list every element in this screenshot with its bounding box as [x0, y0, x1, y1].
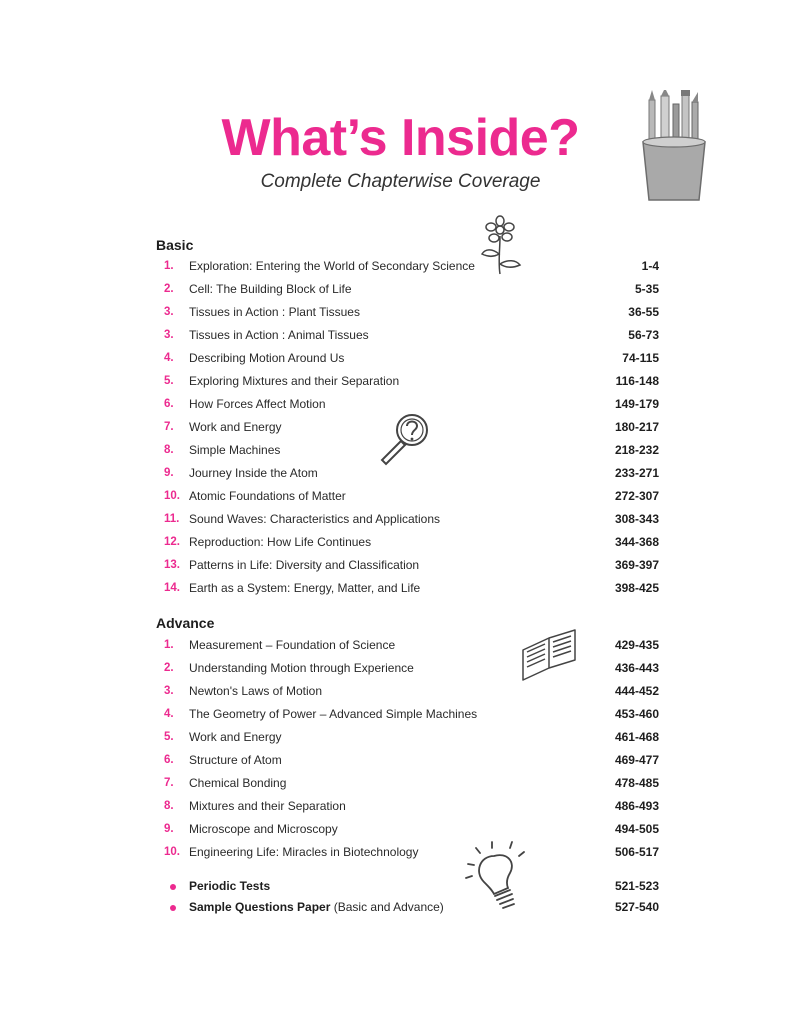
pencil-cup-icon [635, 90, 715, 205]
extra-row [0, 875, 801, 896]
chapter-pages: 369-397 [614, 558, 659, 572]
chapter-title: Measurement – Foundation of Science [189, 638, 396, 652]
chapter-pages: 453-460 [614, 707, 659, 721]
flower-icon [478, 214, 526, 276]
chapter-number: 10. [164, 490, 180, 502]
chapter-pages: 486-493 [614, 799, 659, 813]
chapter-title: Journey Inside the Atom [189, 466, 318, 480]
advance-chapter-row [0, 749, 801, 772]
chapter-title: How Forces Affect Motion [189, 397, 326, 411]
chapter-title: Earth as a System: Energy, Matter, and Life [189, 581, 421, 595]
light-bulb-icon [462, 838, 538, 914]
chapter-title: Patterns in Life: Diversity and Classification [189, 558, 420, 572]
chapter-pages: 233-271 [614, 466, 659, 480]
chapter-pages: 344-368 [614, 535, 659, 549]
chapter-title: Structure of Atom [189, 753, 282, 767]
chapter-number: 9. [164, 467, 174, 479]
basic-chapter-row [0, 324, 801, 347]
chapter-title: Work and Energy [189, 420, 282, 434]
basic-chapter-row [0, 301, 801, 324]
chapter-title: Newton's Laws of Motion [189, 684, 323, 698]
advance-chapter-row [0, 680, 801, 703]
basic-chapter-row [0, 508, 801, 531]
chapter-title: Work and Energy [189, 730, 282, 744]
chapter-number: 3. [164, 685, 174, 697]
chapter-pages: 36-55 [628, 305, 659, 319]
page-subtitle: Complete Chapterwise Coverage [260, 171, 541, 192]
advance-chapter-row [0, 726, 801, 749]
chapter-title: Sound Waves: Characteristics and Applications [189, 512, 441, 526]
chapter-pages: 1-4 [641, 259, 659, 273]
extra-title [189, 896, 444, 919]
chapter-pages: 180-217 [614, 420, 659, 434]
chapter-number: 2. [164, 662, 174, 674]
chapter-number: 7. [164, 777, 174, 789]
magnifier-question-icon [376, 410, 436, 470]
chapter-pages: 444-452 [614, 684, 659, 698]
chapter-title: Simple Machines [189, 443, 281, 457]
chapter-number: 1. [164, 639, 174, 651]
chapter-pages: 436-443 [614, 661, 659, 675]
chapter-title: Mixtures and their Separation [189, 799, 346, 813]
extra-pages: 527-540 [614, 900, 659, 914]
chapter-title: The Geometry of Power – Advanced Simple Machines [189, 707, 478, 721]
chapter-title: Chemical Bonding [189, 776, 287, 790]
extra-pages: 521-523 [614, 879, 659, 893]
chapter-pages: 218-232 [614, 443, 659, 457]
chapter-number: 1. [164, 260, 174, 272]
chapter-pages: 149-179 [614, 397, 659, 411]
chapter-number: 6. [164, 398, 174, 410]
chapter-title: Reproduction: How Life Continues [189, 535, 372, 549]
chapter-pages: 272-307 [614, 489, 659, 503]
chapter-number: 4. [164, 352, 174, 364]
chapter-pages: 494-505 [614, 822, 659, 836]
advance-chapter-row [0, 772, 801, 795]
chapter-title: Tissues in Action : Plant Tissues [189, 305, 360, 319]
chapter-number: 8. [164, 800, 174, 812]
basic-chapter-row [0, 255, 801, 278]
chapter-pages: 308-343 [614, 512, 659, 526]
bullet-icon [170, 884, 176, 890]
advance-chapter-row [0, 795, 801, 818]
advance-chapter-list [0, 634, 801, 864]
extra-row [0, 896, 801, 919]
chapter-number: 8. [164, 444, 174, 456]
chapter-pages: 506-517 [614, 845, 659, 859]
chapter-pages: 398-425 [614, 581, 659, 595]
chapter-title: Describing Motion Around Us [189, 351, 345, 365]
chapter-title: Exploring Mixtures and their Separation [189, 374, 400, 388]
extra-title-bold: Periodic Tests [189, 879, 271, 893]
extra-title-bold: Sample Questions Paper [189, 900, 331, 914]
chapter-number: 3. [164, 329, 174, 341]
chapter-number: 2. [164, 283, 174, 295]
chapter-pages: 461-468 [614, 730, 659, 744]
chapter-number: 6. [164, 754, 174, 766]
chapter-pages: 5-35 [634, 282, 659, 296]
chapter-pages: 478-485 [614, 776, 659, 790]
advance-chapter-row [0, 703, 801, 726]
chapter-number: 10. [164, 846, 180, 858]
section-heading-basic: Basic [156, 237, 194, 253]
advance-chapter-row [0, 657, 801, 680]
chapter-number: 11. [164, 513, 180, 525]
basic-chapter-row [0, 278, 801, 301]
chapter-number: 9. [164, 823, 174, 835]
basic-chapter-row [0, 554, 801, 577]
chapter-number: 4. [164, 708, 174, 720]
chapter-title: Tissues in Action : Animal Tissues [189, 328, 369, 342]
chapter-pages: 429-435 [614, 638, 659, 652]
chapter-number: 3. [164, 306, 174, 318]
chapter-number: 5. [164, 375, 174, 387]
advance-chapter-row [0, 841, 801, 864]
basic-chapter-row [0, 347, 801, 370]
chapter-title: Understanding Motion through Experience [189, 661, 414, 675]
chapter-number: 7. [164, 421, 174, 433]
extra-title [189, 875, 270, 898]
advance-chapter-row [0, 634, 801, 657]
chapter-title: Cell: The Building Block of Life [189, 282, 352, 296]
extra-title-note: (Basic and Advance) [330, 900, 444, 914]
chapter-pages: 469-477 [614, 753, 659, 767]
basic-chapter-row [0, 370, 801, 393]
chapter-title: Engineering Life: Miracles in Biotechnology [189, 845, 419, 859]
basic-chapter-row [0, 485, 801, 508]
extras-list [0, 875, 801, 919]
chapter-title: Microscope and Microscopy [189, 822, 338, 836]
chapter-number: 14. [164, 582, 180, 594]
chapter-number: 13. [164, 559, 180, 571]
advance-chapter-row [0, 818, 801, 841]
chapter-pages: 74-115 [622, 351, 659, 365]
bullet-icon [170, 905, 176, 911]
chapter-title: Exploration: Entering the World of Secondary Science [189, 259, 475, 273]
basic-chapter-row [0, 577, 801, 600]
chapter-pages: 116-148 [615, 374, 659, 388]
page-title: What’s Inside? [221, 109, 580, 167]
section-heading-advance: Advance [156, 615, 215, 631]
open-book-icon [519, 628, 579, 684]
chapter-number: 12. [164, 536, 180, 548]
chapter-number: 5. [164, 731, 174, 743]
chapter-title: Atomic Foundations of Matter [189, 489, 346, 503]
basic-chapter-row [0, 531, 801, 554]
chapter-pages: 56-73 [628, 328, 659, 342]
